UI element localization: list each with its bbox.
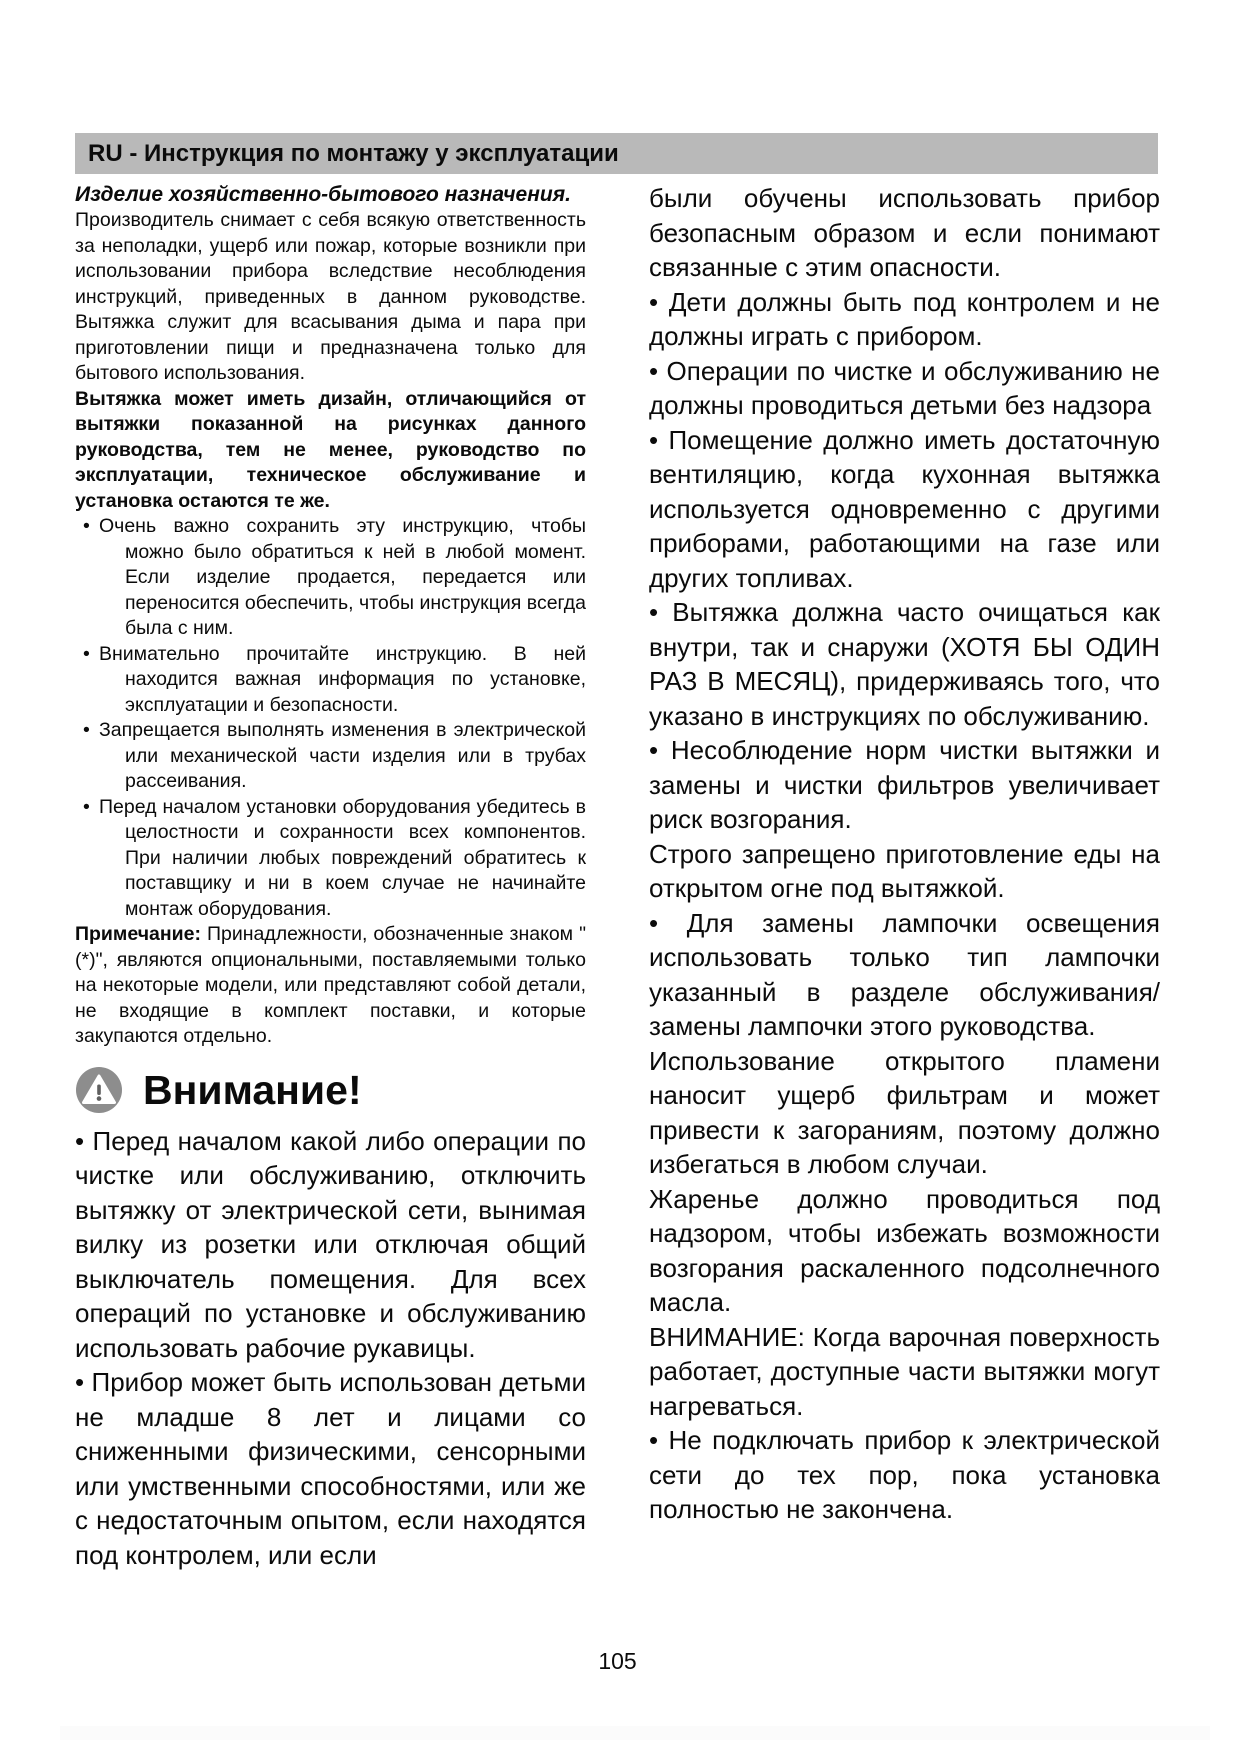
bullet-item: • Внимательно прочитайте инструкцию. В ней находится важная информация по установке, эксплуатации и безопасности. (75, 642, 586, 719)
paragraph: • Несоблюдение норм чистки вытяжки и замены и чистки фильтров увеличивает риск возгорания. (649, 735, 1160, 834)
bullet-item: • Перед началом установки оборудования убедитесь в целостности и сохранности всех компонентов. При наличии любых повреждений обратитесь к поставщику и ни в коем случае не начинайте монтаж оборудования. (75, 795, 586, 923)
warning-heading-row (75, 1066, 586, 1114)
paragraph: • Помещение должно иметь достаточную вентиляцию, когда кухонная вытяжка используется одновременно с другими приборами, работающими на газе или других топливах. (649, 424, 1160, 593)
paragraph: Использование открытого пламени наносит ущерб фильтрам и может привести к загораниям, поэтому должно избегаться в любом случаи. (649, 1045, 1160, 1179)
paragraph: были обучены использовать прибор безопасным образом и если понимают связанные с этим опасности. (649, 183, 1160, 282)
note-text: Принадлежности, обозначенные знаком "(*)", являются опциональными, поставляемыми только на некоторые модели, или представляют собой детали, не входящие в комплект поставки, и которые закупаются отдельно. (75, 923, 586, 1047)
scan-footer-strip (60, 1726, 1210, 1740)
bullet-item: • Очень важно сохранить эту инструкцию, чтобы можно было обратиться к ней в любой момент. Если изделие продается, передается или переносится обеспечить, чтобы инструкция всегда была с ним. (75, 514, 586, 642)
paragraph: Строго запрещено приготовление еды на открытом огне под вытяжкой. (649, 838, 1160, 903)
left-column (75, 181, 586, 1572)
warning-triangle-icon (75, 1066, 123, 1114)
instruction-bullet-list (75, 514, 586, 922)
right-column (649, 181, 1160, 1572)
paragraph: ВНИМАНИЕ: Когда варочная поверхность работает, доступные части вытяжки могут нагреваться. (649, 1321, 1160, 1421)
warning-paragraph: • Перед началом какой либо операции по чистке или обслуживанию, отключить вытяжку от электрической сети, вынимая вилку из розетки или отключая общий выключатель помещения. Для всех операций по установке и обслуживанию использовать рабочие рукавицы. (75, 1125, 586, 1363)
bullet-item: • Запрещается выполнять изменения в электрической или механической части изделия или в трубах рассеивания. (75, 718, 586, 795)
paragraph: • Вытяжка должна часто очищаться как внутри, так и снаружи (ХОТЯ БЫ ОДИН РАЗ В МЕСЯЦ), придерживаясь того, что указано в инструкциях по обслуживанию. (649, 597, 1160, 731)
paragraph: Жаренье должно проводиться под надзором, чтобы избежать возможности возгорания раскаленного подсолнечного масла. (649, 1183, 1160, 1317)
paragraph: • Дети должны быть под контролем и не должны играть с прибором. (649, 286, 1160, 351)
warning-paragraph: • Прибор может быть использован детьми не младше 8 лет и лицами со сниженными физическими, сенсорными или умственными способностями, или же с недостаточным опытом, если находятся под контролем, или если (75, 1367, 586, 1570)
manufacturer-disclaimer-paragraph: Производитель снимает с себя всякую ответственность за неполадки, ущерб или пожар, которые возникли при использовании прибора вследствие несоблюдения инструкций, приведенных в данном руководстве. Вытяжка служит для всасывания дыма и пара при приготовлении пищи и предназначена только для бытового использования. (75, 209, 586, 384)
note-label: Примечание: (75, 923, 201, 945)
paragraph: • Для замены лампочки освещения использовать только тип лампочки указанный в разделе обслуживания/замены лампочки этого руководства. (649, 907, 1160, 1041)
design-difference-paragraph: Вытяжка может иметь дизайн, отличающийся от вытяжки показанной на рисунках данного руководства, тем не менее, руководство по эксплуатации, техническое обслуживание и установка остаются те же. (75, 387, 586, 512)
note-paragraph (75, 922, 586, 1050)
section-header-bar (75, 133, 1158, 174)
product-purpose-heading: Изделие хозяйственно-бытового назначения. (75, 183, 571, 206)
page-number: 105 (598, 1648, 637, 1674)
warning-title: Внимание! (143, 1066, 362, 1113)
paragraph: • Операции по чистке и обслуживанию не должны проводиться детьми без надзора (649, 355, 1160, 420)
section-title: RU - Инструкция по монтажу у эксплуатации (88, 139, 619, 167)
paragraph: • Не подключать прибор к электрической сети до тех пор, пока установка полностью не закончена. (649, 1425, 1160, 1524)
two-column-layout (75, 181, 1160, 1572)
